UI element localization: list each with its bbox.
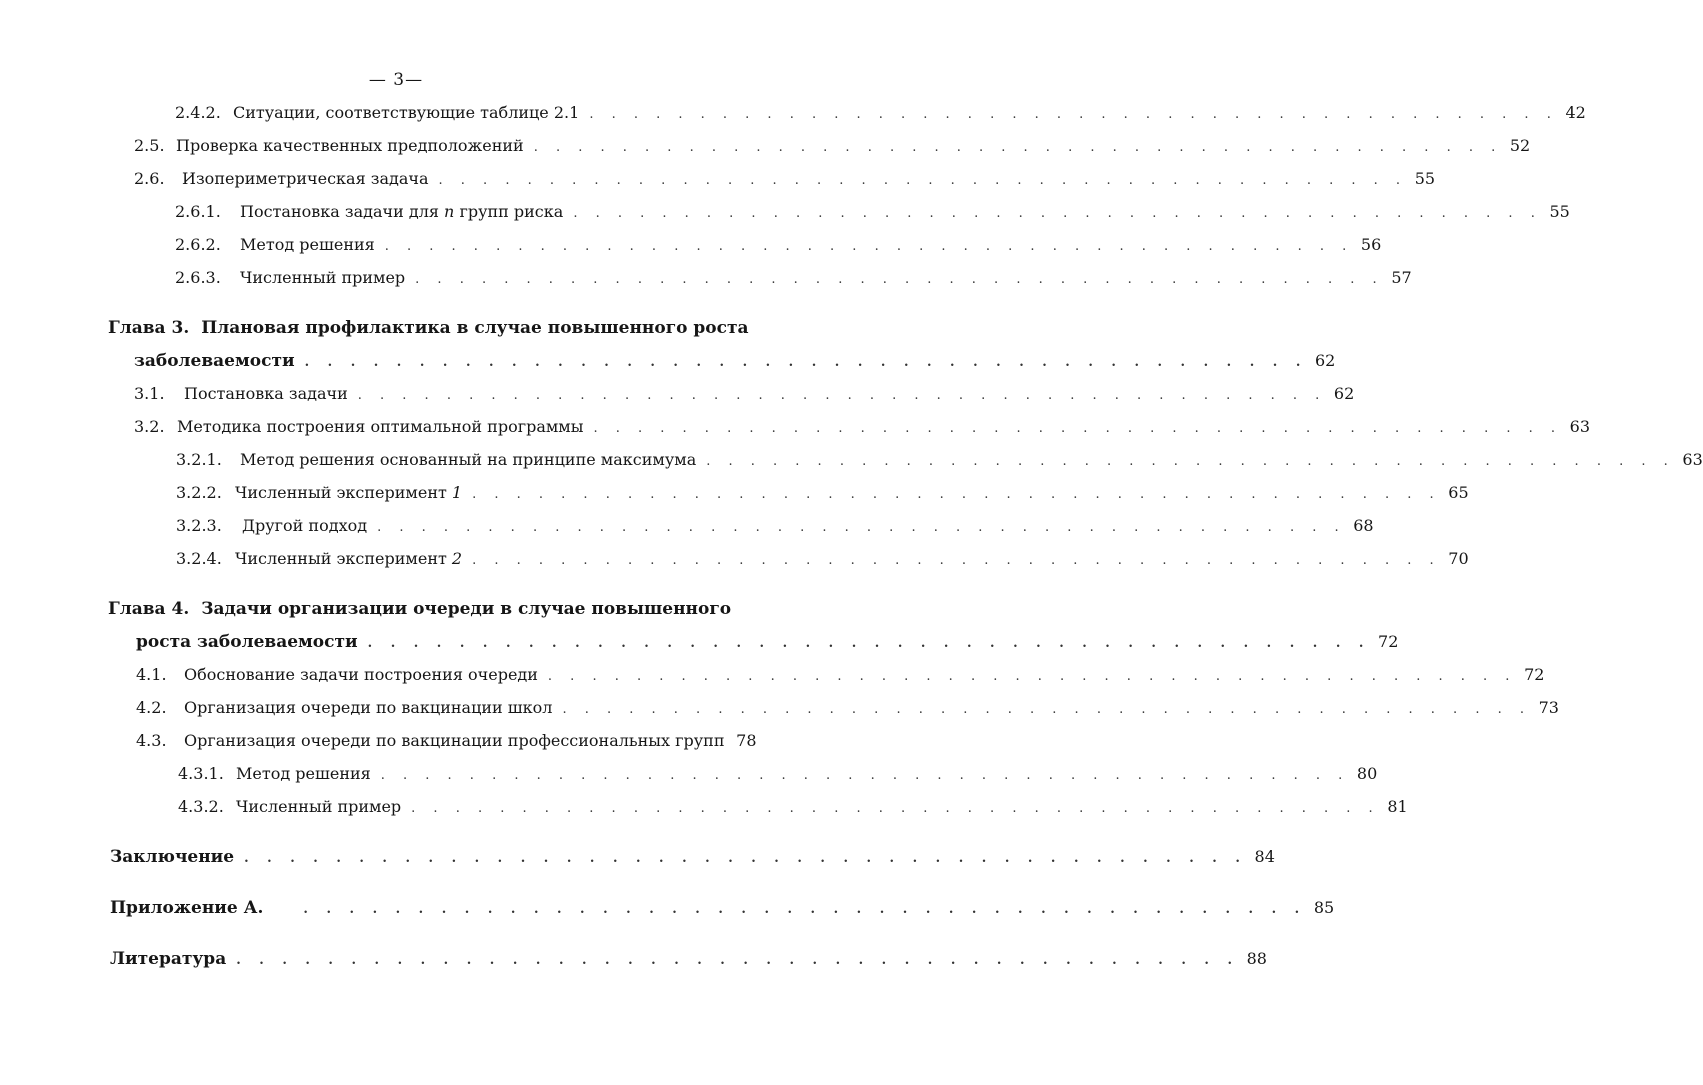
toc-entry-number: 3.2.3. (176, 516, 222, 535)
toc-entry-page: 62 (1315, 351, 1336, 370)
toc-leader-dots: . . . . . . . . . . . . . . . . . . . . . . . . . . . . . . . . . . . . . . . . . . . . (236, 953, 1239, 968)
toc-entry-title: Постановка задачи (184, 384, 348, 403)
toc-entry-page: 81 (1387, 797, 1408, 816)
toc-leader-dots: . . . . . . . . . . . . . . . . . . . . . . . . . . . . . . . . . . . . . . . . . . . . (244, 851, 1247, 866)
toc-entry-title: Организация очереди по вакцинации школ (184, 698, 553, 717)
toc-entry-number: 4.3. (136, 731, 167, 750)
toc-entry-title: Приложение А. (110, 898, 264, 918)
toc-entry-number: 3.2.2. (176, 483, 222, 502)
toc-entry-title: Численный пример (240, 268, 406, 287)
chapter-title-line2: заболеваемости (134, 351, 295, 371)
toc-entry-number: 4.3.1. (178, 764, 224, 783)
toc-entry-title: Организация очереди по вакцинации профессиональных групп (184, 731, 725, 750)
toc-entry-number: 3.1. (134, 384, 165, 403)
page-number: — 3— (368, 70, 424, 90)
toc-entry-page: 70 (1448, 549, 1469, 568)
chapter-label: Глава 4. (108, 599, 190, 619)
toc-entry-number: 3.2.4. (176, 549, 222, 568)
toc-entry-2-5[interactable] (134, 136, 1531, 158)
toc-entry-page: 55 (1549, 202, 1570, 221)
toc-entry-title: Методика построения оптимальной программы (177, 417, 584, 436)
chapter-label: Глава 3. (108, 318, 190, 338)
toc-entry-4-1[interactable] (136, 665, 1545, 687)
toc-entry-4-3-2[interactable] (178, 797, 1408, 819)
chapter-4-heading[interactable] (108, 599, 731, 619)
toc-entry-title: Метод решения (240, 235, 375, 254)
toc-leader-dots: . . . . . . . . . . . . . . . . . . . . . . . . . . . . . . . . . . . . . . . . . . . . (573, 206, 1542, 221)
chapter-3-heading-line2[interactable] (134, 351, 1336, 373)
toc-entry-references[interactable] (110, 949, 1267, 971)
toc-entry-page: 55 (1414, 169, 1436, 188)
toc-entry-number: 2.5. (134, 136, 165, 155)
toc-entry-4-3[interactable] (136, 731, 757, 751)
toc-entry-3-2[interactable] (134, 417, 1590, 439)
toc-leader-dots: . . . . . . . . . . . . . . . . . . . . . . . . . . . . . . . . . . . . . . . . . . . . (415, 272, 1384, 287)
toc-entry-title: Обоснование задачи построения очереди (184, 665, 538, 684)
toc-entry-page: 63 (1682, 450, 1703, 469)
toc-leader-dots: . . . . . . . . . . . . . . . . . . . . . . . . . . . . . . . . . . . . . . . . . . . . (357, 388, 1327, 403)
toc-entry-page: 52 (1509, 136, 1531, 155)
toc-entry-page: 84 (1254, 847, 1275, 866)
toc-entry-3-2-4[interactable] (176, 549, 1469, 571)
toc-entry-title: Метод решения (236, 764, 371, 783)
toc-entry-number: 4.3.2. (178, 797, 224, 816)
experiment-number: 2 (451, 549, 463, 568)
toc-entry-title: Проверка качественных предположений (176, 136, 524, 155)
toc-entry-page: 63 (1569, 417, 1590, 436)
toc-entry-title: Постановка задачи для n групп риска (240, 202, 564, 221)
toc-entry-title: Ситуации, соответствующие таблице 2.1 (233, 103, 580, 122)
toc-entry-title: Численный эксперимент 1 (235, 483, 463, 502)
toc-entry-3-2-1[interactable] (176, 450, 1703, 472)
toc-entry-page: 78 (736, 731, 757, 750)
toc-entry-number: 4.1. (136, 665, 167, 684)
toc-entry-2-6-2[interactable] (175, 235, 1382, 257)
toc-entry-conclusion[interactable] (110, 847, 1275, 869)
experiment-number: 1 (451, 483, 463, 502)
toc-entry-title: Изопериметрическая задача (182, 169, 429, 188)
toc-leader-dots: . . . . . . . . . . . . . . . . . . . . . . . . . . . . . . . . . . . . . . . . . . . . (589, 107, 1558, 122)
toc-entry-title: Литература (110, 949, 227, 969)
toc-entry-page: 42 (1565, 103, 1586, 122)
toc-entry-3-1[interactable] (134, 384, 1355, 406)
toc-entry-number: 3.2. (134, 417, 165, 436)
toc-leader-dots: . . . . . . . . . . . . . . . . . . . . . . . . . . . . . . . . . . . . . . . . . . . . (593, 421, 1562, 436)
math-variable: n (444, 202, 455, 221)
toc-leader-dots: . . . . . . . . . . . . . . . . . . . . . . . . . . . . . . . . . . . . . . . . . . . . (562, 702, 1531, 717)
toc-entry-4-3-1[interactable] (178, 764, 1378, 786)
toc-entry-number: 2.4.2. (175, 103, 221, 122)
toc-leader-dots: . . . . . . . . . . . . . . . . . . . . . . . . . . . . . . . . . . . . . . . . . . . . (380, 768, 1350, 783)
toc-leader-dots: . . . . . . . . . . . . . . . . . . . . . . . . . . . . . . . . . . . . . . . . . . . . (411, 801, 1380, 816)
toc-entry-number: 2.6.2. (175, 235, 221, 254)
toc-entry-title: Другой подход (242, 516, 368, 535)
toc-leader-dots: . . . . . . . . . . . . . . . . . . . . . . . . . . . . . . . . . . . . . . . . . . . . (303, 902, 1307, 917)
toc-entry-page: 80 (1356, 764, 1378, 783)
toc-entry-page: 68 (1353, 516, 1374, 535)
toc-entry-number: 2.6. (134, 169, 165, 188)
toc-leader-dots: . . . . . . . . . . . . . . . . . . . . . . . . . . . . . . . . . . . . . . . . . . . . (367, 636, 1371, 651)
toc-leader-dots: . . . . . . . . . . . . . . . . . . . . . . . . . . . . . . . . . . . . . . . . . . . . (547, 669, 1517, 684)
toc-entry-number: 2.6.3. (175, 268, 221, 287)
toc-leader-dots: . . . . . . . . . . . . . . . . . . . . . . . . . . . . . . . . . . . . . . . . . . . . (377, 520, 1346, 535)
toc-entry-number: 4.2. (136, 698, 167, 717)
toc-entry-appendix-a[interactable] (110, 898, 1335, 920)
toc-leader-dots: . . . . . . . . . . . . . . . . . . . . . . . . . . . . . . . . . . . . . . . . . . . . (304, 355, 1308, 370)
toc-entry-2-4-2[interactable] (175, 103, 1586, 125)
toc-entry-2-6-3[interactable] (175, 268, 1412, 290)
toc-leader-dots: . . . . . . . . . . . . . . . . . . . . . . . . . . . . . . . . . . . . . . . . . . . . (472, 487, 1441, 502)
toc-entry-page: 72 (1524, 665, 1545, 684)
toc-leader-dots: . . . . . . . . . . . . . . . . . . . . . . . . . . . . . . . . . . . . . . . . . . . . (706, 454, 1675, 469)
toc-entry-page: 72 (1378, 632, 1399, 651)
toc-entry-title: Численный пример (236, 797, 402, 816)
toc-entry-2-6[interactable] (134, 169, 1436, 191)
toc-leader-dots: . . . . . . . . . . . . . . . . . . . . . . . . . . . . . . . . . . . . . . . . . . . . (384, 239, 1354, 254)
toc-entry-page: 88 (1246, 949, 1267, 968)
toc-entry-page: 73 (1538, 698, 1559, 717)
toc-entry-page: 57 (1391, 268, 1412, 287)
toc-leader-dots: . . . . . . . . . . . . . . . . . . . . . . . . . . . . . . . . . . . . . . . . . . . . (533, 140, 1503, 155)
toc-entry-3-2-2[interactable] (176, 483, 1469, 505)
toc-entry-page: 62 (1333, 384, 1355, 403)
toc-entry-3-2-3[interactable] (176, 516, 1374, 538)
chapter-title-line1: Плановая профилактика в случае повышенного роста (201, 318, 749, 338)
chapter-4-heading-line2[interactable] (136, 632, 1399, 654)
chapter-title-line2: роста заболеваемости (136, 632, 358, 652)
toc-entry-2-6-1[interactable] (175, 202, 1570, 224)
toc-leader-dots: . . . . . . . . . . . . . . . . . . . . . . . . . . . . . . . . . . . . . . . . . . . . (438, 173, 1408, 188)
toc-entry-title: Заключение (110, 847, 235, 867)
chapter-title-line1: Задачи организации очереди в случае повышенного (201, 599, 732, 619)
toc-entry-number: 3.2.1. (176, 450, 222, 469)
toc-entry-page: 56 (1360, 235, 1382, 254)
toc-entry-page: 65 (1448, 483, 1469, 502)
toc-entry-4-2[interactable] (136, 698, 1559, 720)
toc-entry-title: Метод решения основанный на принципе максимума (240, 450, 697, 469)
toc-entry-number: 2.6.1. (175, 202, 221, 221)
chapter-3-heading[interactable] (108, 318, 749, 338)
toc-entry-page: 85 (1313, 898, 1335, 917)
toc-leader-dots: . . . . . . . . . . . . . . . . . . . . . . . . . . . . . . . . . . . . . . . . . . . . (472, 553, 1441, 568)
toc-entry-title: Численный эксперимент 2 (235, 549, 463, 568)
